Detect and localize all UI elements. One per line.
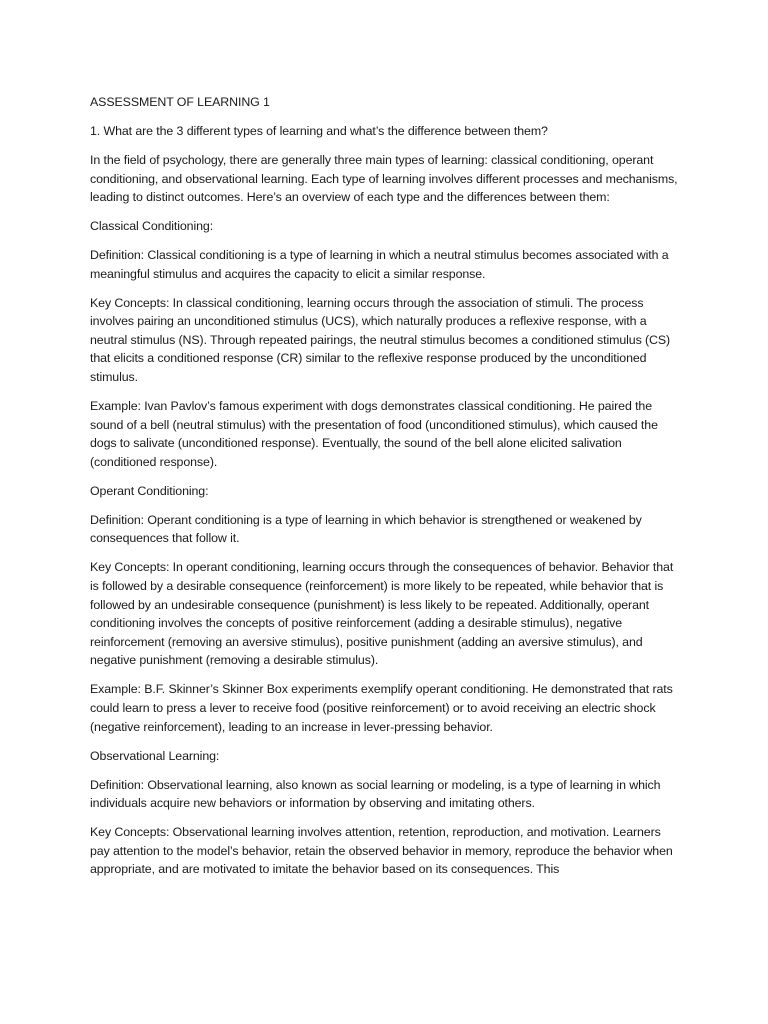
section-heading-observational: Observational Learning:: [90, 748, 220, 763]
classical-key-concepts: Key Concepts: In classical conditioning, learning occurs through the association of stimuli. The process involves pairing an unconditioned stimulus (UCS), which naturally produces a reflexive response, with a neutral stimulus (NS). Through repeated pairings, the neutral stimulus becomes a conditioned stimulus (CS) that elicits a conditioned response (CR) similar to the reflexive response produced by the unconditioned stimulus.: [90, 295, 671, 385]
section-heading-operant: Operant Conditioning:: [90, 483, 209, 498]
document-body: [90, 93, 680, 889]
operant-key-concepts: Key Concepts: In operant conditioning, learning occurs through the consequences of behavior. Behavior that is followed by a desirable consequence (reinforcement) is more likely to be repeated, while behavior that is followed by an undesirable consequence (punishment) is less likely to be repeated. Additionally, operant conditioning involves the concepts of positive reinforcement (adding a desirable stimulus), negative reinforcement (removing an aversive stimulus), positive punishment (adding an aversive stimulus), and negative punishment (removing a desirable stimulus).: [90, 560, 674, 668]
intro-paragraph: In the field of psychology, there are generally three main types of learning: classical conditioning, operant conditioning, and observational learning. Each type of learning involves different processes and mechanisms, leading to distinct outcomes. Here’s an overview of each type and the differences between them:: [90, 152, 678, 205]
observational-definition: Definition: Observational learning, also known as social learning or modeling, is a type of learning in which individuals acquire new behaviors or information by observing and imitating others.: [90, 777, 661, 811]
classical-definition: Definition: Classical conditioning is a type of learning in which a neutral stimulus becomes associated with a meaningful stimulus and acquires the capacity to elicit a similar response.: [90, 248, 669, 281]
operant-example: Example: B.F. Skinner’s Skinner Box experiments exemplify operant conditioning. He demonstrated that rats could learn to press a lever to receive food (positive reinforcement) or to avoid receiving an electric shock (negative reinforcement), leading to an increase in lever-pressing behavior.: [90, 682, 673, 734]
document-title: ASSESSMENT OF LEARNING 1: [90, 95, 270, 109]
classical-example: Example: Ivan Pavlov’s famous experiment with dogs demonstrates classical conditioning. He paired the sound of a bell (neutral stimulus) with the presentation of food (unconditioned stimulus), which caused the dogs to salivate (unconditioned response). Eventually, the sound of the bell alone elicited salivation (conditioned response).: [90, 399, 658, 469]
operant-definition: Definition: Operant conditioning is a type of learning in which behavior is strengthened or weakened by consequences that follow it.: [90, 512, 642, 546]
observational-key-concepts: Key Concepts: Observational learning involves attention, retention, reproduction, and motivation. Learners pay attention to the model’s behavior, retain the observed behavior in memory, reproduce the behavior when appropriate, and are motivated to imitate the behavior based on its consequences. This: [90, 825, 673, 877]
question-paragraph: 1. What are the 3 different types of learning and what’s the difference between them?: [90, 123, 548, 138]
section-heading-classical: Classical Conditioning:: [90, 219, 214, 234]
